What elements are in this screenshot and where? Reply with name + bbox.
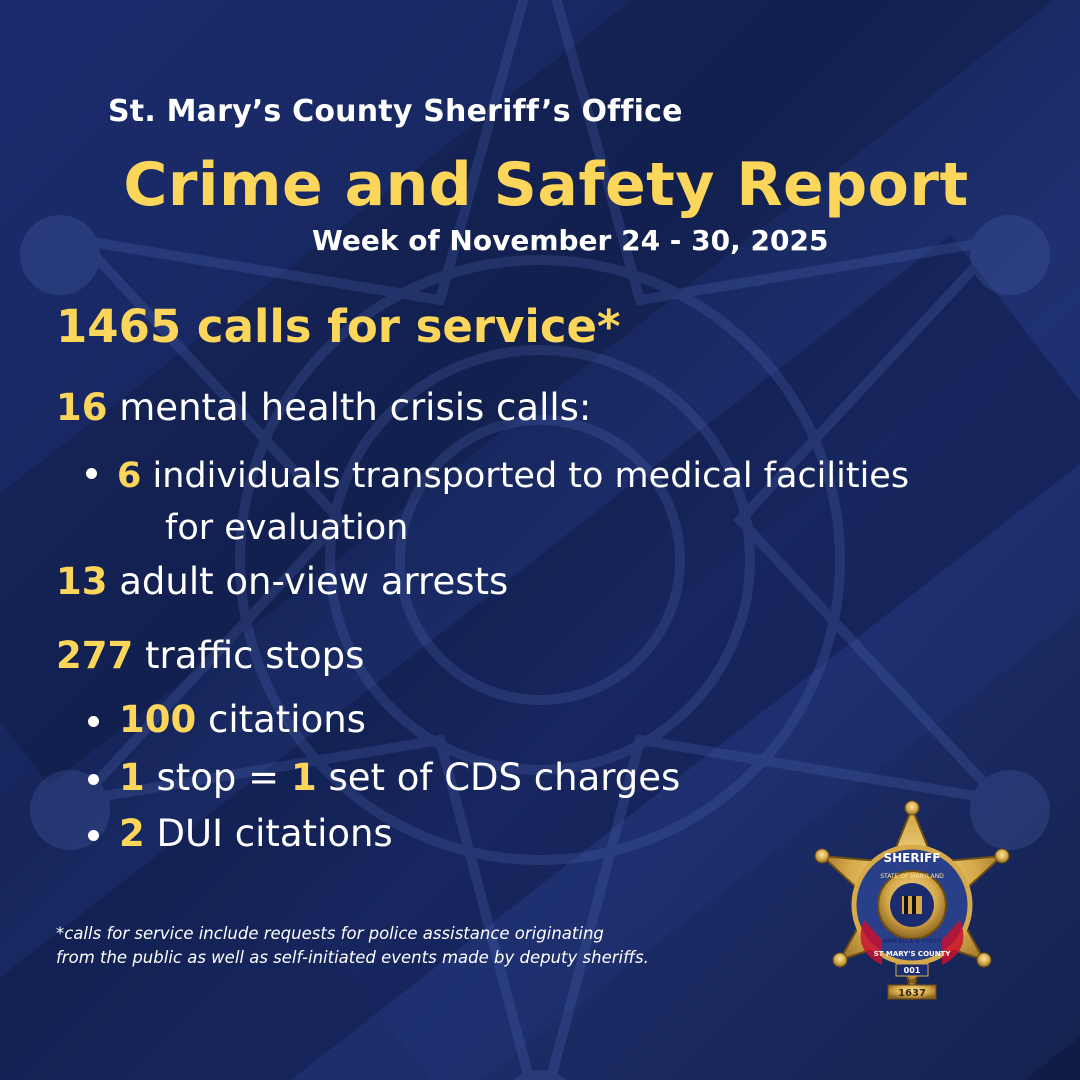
office-name: St. Mary’s County Sheriff’s Office	[108, 94, 683, 129]
bullet-icon	[86, 468, 97, 479]
arrests-count: 13	[56, 560, 108, 603]
dui-count: 2	[119, 812, 145, 855]
badge-number: 001	[903, 966, 921, 975]
report-title: Crime and Safety Report	[123, 150, 969, 220]
traffic-stops-label: traffic stops	[133, 634, 365, 677]
badge-county: ST MARY'S COUNTY	[873, 950, 951, 958]
transported-label: individuals transported to medical facilities	[141, 456, 910, 496]
list-item	[88, 812, 393, 855]
badge-year: 1637	[898, 988, 926, 999]
badge-motto: AMERICA'S FIRST	[882, 938, 942, 945]
footnote-line: from the public as well as self-initiated events made by deputy sheriffs.	[56, 948, 649, 967]
transported-label-line2: for evaluation	[165, 508, 409, 548]
bullet-icon	[88, 830, 99, 841]
cds-stop-count: 1	[119, 756, 145, 799]
badge-state-text: STATE OF MARYLAND	[880, 873, 944, 880]
report-week: Week of November 24 - 30, 2025	[312, 224, 829, 257]
badge-since: SINCE	[904, 979, 920, 985]
sheriff-badge-logo	[812, 800, 1012, 1025]
arrests-label: adult on-view arrests	[107, 560, 509, 603]
traffic-stops-count: 277	[56, 634, 134, 677]
dui-label: DUI citations	[144, 812, 393, 855]
badge-top-text: SHERIFF	[883, 851, 941, 865]
list-item	[88, 698, 366, 741]
mental-health-label: mental health crisis calls:	[107, 386, 592, 429]
footnote-line: *calls for service include requests for police assistance originating	[56, 924, 604, 943]
traffic-stops	[56, 634, 364, 677]
cds-charges-count: 1	[290, 756, 317, 799]
citations-count: 100	[119, 698, 197, 741]
cds-stop-label: stop =	[144, 756, 291, 799]
transported-count: 6	[117, 456, 142, 496]
bullet-icon	[88, 716, 99, 727]
citations-label: citations	[196, 698, 366, 741]
bullet-icon	[88, 774, 99, 785]
cds-charges-label: set of CDS charges	[316, 756, 681, 799]
list-item	[86, 450, 909, 554]
footnote	[56, 922, 756, 970]
list-item	[88, 756, 680, 799]
calls-for-service: 1465 calls for service*	[56, 300, 621, 353]
mental-health-count: 16	[56, 386, 108, 429]
adult-arrests	[56, 560, 508, 603]
mental-health-calls	[56, 386, 591, 429]
